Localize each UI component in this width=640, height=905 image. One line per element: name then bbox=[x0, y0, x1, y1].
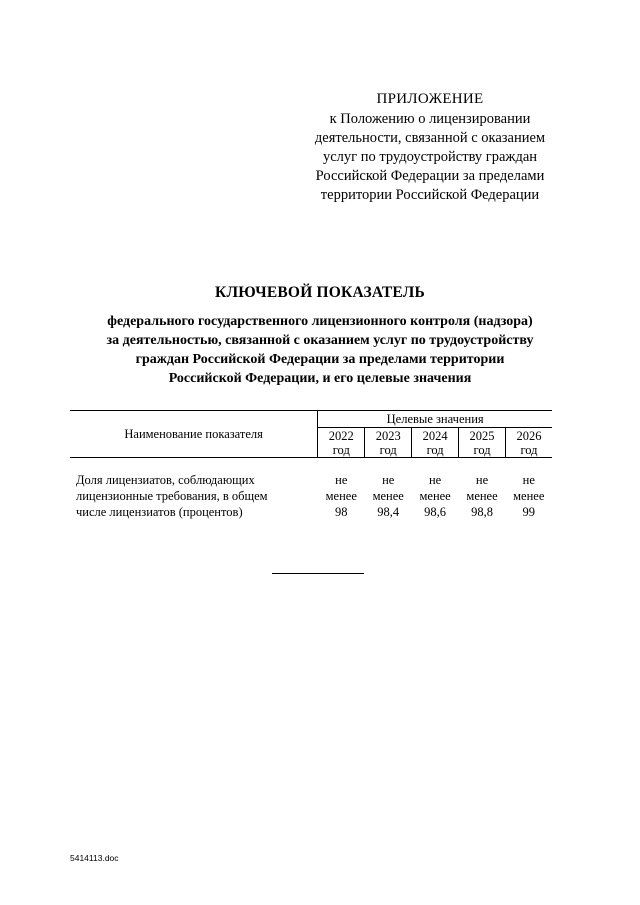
appendix-line: к Положению о лицензировании bbox=[329, 111, 531, 127]
indicator-name-line: числе лицензиатов (процентов) bbox=[76, 505, 243, 519]
document-title: КЛЮЧЕВОЙ ПОКАЗАТЕЛЬ bbox=[215, 284, 425, 301]
table-row bbox=[70, 472, 552, 520]
indicator-name-line: Доля лицензиатов, соблюдающих bbox=[76, 473, 255, 487]
table-spacer-row bbox=[70, 458, 552, 473]
value-number: 98,8 bbox=[471, 505, 493, 519]
indicator-name-header: Наименование показателя bbox=[70, 411, 318, 458]
year-unit: год bbox=[520, 442, 538, 457]
year-label: 2026 bbox=[516, 428, 542, 443]
value-qualifier: не bbox=[335, 473, 348, 487]
year-header bbox=[412, 428, 459, 458]
year-unit: год bbox=[379, 442, 397, 457]
value-qualifier: не bbox=[428, 473, 442, 487]
year-header bbox=[365, 428, 412, 458]
value-qualifier: менее bbox=[466, 489, 498, 503]
year-label: 2025 bbox=[469, 428, 495, 443]
value-number: 98 bbox=[335, 505, 348, 519]
value-qualifier: менее bbox=[372, 489, 404, 503]
table-header-row bbox=[70, 411, 552, 428]
subtitle-line: за деятельностью, связанной с оказанием услуг по трудоустройству bbox=[106, 333, 534, 348]
value-number: 99 bbox=[522, 505, 535, 519]
target-value-cell bbox=[365, 472, 412, 520]
appendix-heading: ПРИЛОЖЕНИЕ bbox=[376, 91, 484, 107]
value-qualifier: менее bbox=[325, 489, 357, 503]
year-header bbox=[459, 428, 506, 458]
target-value-cell bbox=[412, 472, 459, 520]
value-qualifier: не bbox=[522, 473, 535, 487]
subtitle-line: граждан Российской Федерации за пределами территории bbox=[135, 352, 505, 367]
value-qualifier: менее bbox=[513, 489, 545, 503]
value-number: 98,4 bbox=[377, 505, 400, 519]
value-qualifier: не bbox=[382, 473, 395, 487]
key-indicator-table bbox=[70, 410, 552, 520]
appendix-line: деятельности, связанной с оказанием bbox=[314, 130, 546, 146]
year-label: 2022 bbox=[328, 428, 354, 443]
year-label: 2023 bbox=[375, 428, 401, 443]
appendix-block bbox=[300, 90, 560, 205]
appendix-line: территории Российской Федерации bbox=[320, 187, 540, 203]
year-unit: год bbox=[332, 442, 350, 457]
appendix-line: услуг по трудоустройству граждан bbox=[322, 149, 538, 165]
doc-reference: 5414113.doc bbox=[70, 853, 119, 863]
appendix-line: Российской Федерации за пределами bbox=[315, 168, 545, 184]
year-header bbox=[318, 428, 365, 458]
target-value-cell bbox=[318, 472, 365, 520]
indicator-name-line: лицензионные требования, в общем bbox=[76, 489, 268, 503]
year-header bbox=[506, 428, 553, 458]
subtitle-line: федерального государственного лицензионного контроля (надзора) bbox=[107, 314, 533, 329]
value-number: 98,6 bbox=[424, 505, 447, 519]
end-divider bbox=[272, 573, 364, 574]
target-value-cell bbox=[506, 472, 553, 520]
year-label: 2024 bbox=[422, 428, 448, 443]
value-qualifier: менее bbox=[419, 489, 451, 503]
value-qualifier: не bbox=[475, 473, 489, 487]
target-values-header: Целевые значения bbox=[318, 411, 552, 428]
year-unit: год bbox=[473, 442, 491, 457]
document-subtitle bbox=[60, 312, 580, 388]
subtitle-line: Российской Федерации, и его целевые значения bbox=[168, 371, 472, 386]
target-value-cell bbox=[459, 472, 506, 520]
year-unit: год bbox=[426, 442, 444, 457]
indicator-name-cell bbox=[70, 472, 318, 520]
